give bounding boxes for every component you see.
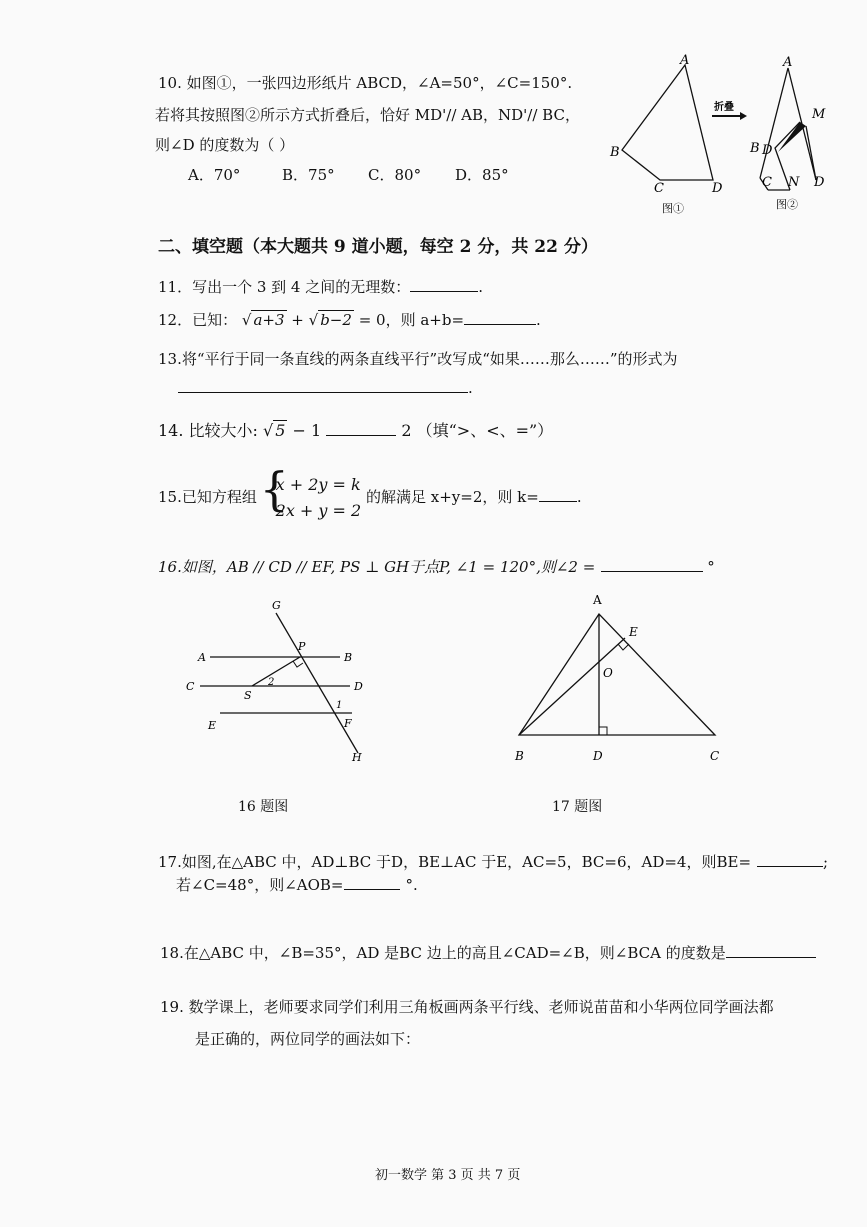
fig1-quadrilateral [622,65,713,180]
q15-equation-system [262,472,362,524]
line-gh [276,613,358,753]
q12-radicand-b: b−2 [320,311,352,329]
fig16-label-d: D [354,680,363,693]
q12-plus: + [291,311,304,329]
fig17-label-a: A [593,593,602,607]
q17-text2: 若∠C=48°，则∠AOB= [176,876,344,894]
fig2-outline [760,68,816,180]
q10-line3: 则∠D 的度数为（ ） [155,136,295,154]
q17-line2 [176,874,418,895]
q13-line2 [178,378,473,397]
fig17-label-b: B [515,749,524,763]
fig17-label-d: D [593,749,603,763]
fig16-label-angle2: 2 [268,677,275,688]
q12-sqrt-a: √ a+3 [241,311,285,329]
q12-eq: = 0，则 a+b= [358,311,465,329]
q12-end: . [536,311,541,329]
fig1-caption: 图① [662,202,684,215]
q16-text: 16.如图，AB // CD // EF, PS ⊥ GH于点P, ∠1 = 120°,则∠2 = [158,558,596,576]
figure-17 [505,590,735,775]
fig2-label-n: N [788,175,800,190]
q12-pre: 12．已知： [158,311,238,329]
fig17-label-c: C [710,749,720,763]
right-angle-mark-p [293,661,303,667]
q17-end2: °. [405,876,418,894]
fig2-label-d: D [814,175,825,190]
fig16-label-e: E [208,719,217,732]
fig2-label-c: C [762,175,772,190]
fig17-label-o: O [603,666,613,680]
fig2-edge-md [806,126,816,180]
q11-end: . [478,278,484,296]
q19-line2: 是正确的，两位同学的画法如下： [195,1030,421,1048]
q15-eq2: 2x + y = 2 [275,501,362,520]
fig16-label-g: G [272,599,281,612]
q16-answer-blank[interactable] [601,557,703,572]
q14-pre: 14. 比较大小: [158,421,264,440]
q18-text: 18.在△ABC 中，∠B=35°，AD 是BC 边上的高且∠CAD=∠B，则∠BCA 的度数是 [160,944,726,962]
q17-end1: ; [823,853,829,871]
q14 [158,418,553,441]
q11-text: 11．写出一个 3 到 4 之间的无理数： [158,278,411,296]
fig2-label-m: M [812,107,826,122]
q17-answer-blank-be[interactable] [757,852,823,867]
q11 [158,276,483,297]
q18 [160,942,816,963]
fig16-label-angle1: 1 [336,700,343,711]
fig1-label-c: C [654,181,664,196]
q14-sqrt: √ 5 [263,421,286,440]
q10-line2: 若将其按照图②所示方式折叠后，恰好 MD'// AB，ND'// BC， [155,106,580,124]
altitude-be [519,638,625,735]
q12-radicand-a: a+3 [253,311,285,329]
triangle-abc [519,614,715,735]
q17-text1: 17.如图,在△ABC 中，AD⊥BC 于D，BE⊥AC 于E，AC=5，BC=6，AD=4，则BE= [158,853,752,871]
right-angle-mark-e [618,644,629,650]
q10-figure [600,50,840,215]
section2-title: 二、填空题（本大题共 9 道小题，每空 2 分，共 22 分） [158,237,598,257]
q15-pre: 15.已知方程组 [158,488,257,506]
q12-sqrt-b: √ b−2 [308,311,352,329]
fig16-label-b: B [344,651,353,664]
q19-line1: 19. 数学课上，老师要求同学们利用三角板画两条平行线、老师说苗苗和小华两位同学画法都 [160,998,774,1016]
q10-option-d: D．85° [455,166,509,184]
fig17-label-e: E [629,625,638,639]
fig17-caption: 17 题图 [552,799,603,815]
fold-arrow-head-icon [740,112,747,120]
fig16-label-c: C [186,680,195,693]
q11-answer-blank[interactable] [410,277,478,292]
q17-answer-blank-aob[interactable] [344,875,400,890]
q13-answer-blank[interactable] [178,378,468,393]
fig16-label-f: F [344,717,352,730]
q17-line1 [158,851,828,872]
q15 [158,472,582,524]
fig16-label-h: H [352,751,362,764]
q18-answer-blank[interactable] [726,943,816,958]
q14-answer-blank[interactable] [326,421,396,436]
q15-end: . [576,488,582,506]
q14-post: 2 （填“>、<、=”） [396,421,554,440]
fig16-caption: 16 题图 [238,799,289,815]
q10-option-c: C．80° [368,166,422,184]
q15-eq1: { x + 2y = k [275,475,361,494]
figure-16 [180,595,380,775]
page-footer: 初一数学 第 3 页 共 7 页 [375,1168,521,1183]
fig2-label-a: A [783,55,793,70]
fig1-label-a: A [680,53,690,68]
fig2-shaded [778,122,806,152]
right-angle-mark-d [599,727,607,735]
q10-line1: 10. 如图①，一张四边形纸片 ABCD，∠A=50°，∠C=150°. [158,74,573,92]
fig16-label-p: P [298,640,306,653]
q14-radicand: 5 [275,421,286,440]
q14-minus: − 1 [287,421,327,440]
fig2-label-d-prime: D [762,143,773,158]
fig16-label-s: S [244,689,252,702]
fold-label: 折叠 [714,102,734,113]
q16-end: ° [707,558,715,576]
fig1-label-d: D [712,181,723,196]
q12 [158,309,541,330]
q15-answer-blank[interactable] [539,487,577,502]
q16 [158,556,715,577]
q13-end: . [468,379,473,397]
fig1-label-b: B [610,145,620,160]
fig2-caption: 图② [776,198,798,211]
q10-option-b: B．75° [282,166,335,184]
q10-option-a: A．70° [188,166,241,184]
fig16-label-a: A [198,651,206,664]
q15-post: 的解满足 x+y=2，则 k= [366,488,539,506]
q13-line1: 13.将“平行于同一条直线的两条直线平行”改写成“如果……那么……”的形式为 [158,350,678,368]
fig2-label-b: B [750,141,760,156]
q12-answer-blank[interactable] [464,310,536,325]
